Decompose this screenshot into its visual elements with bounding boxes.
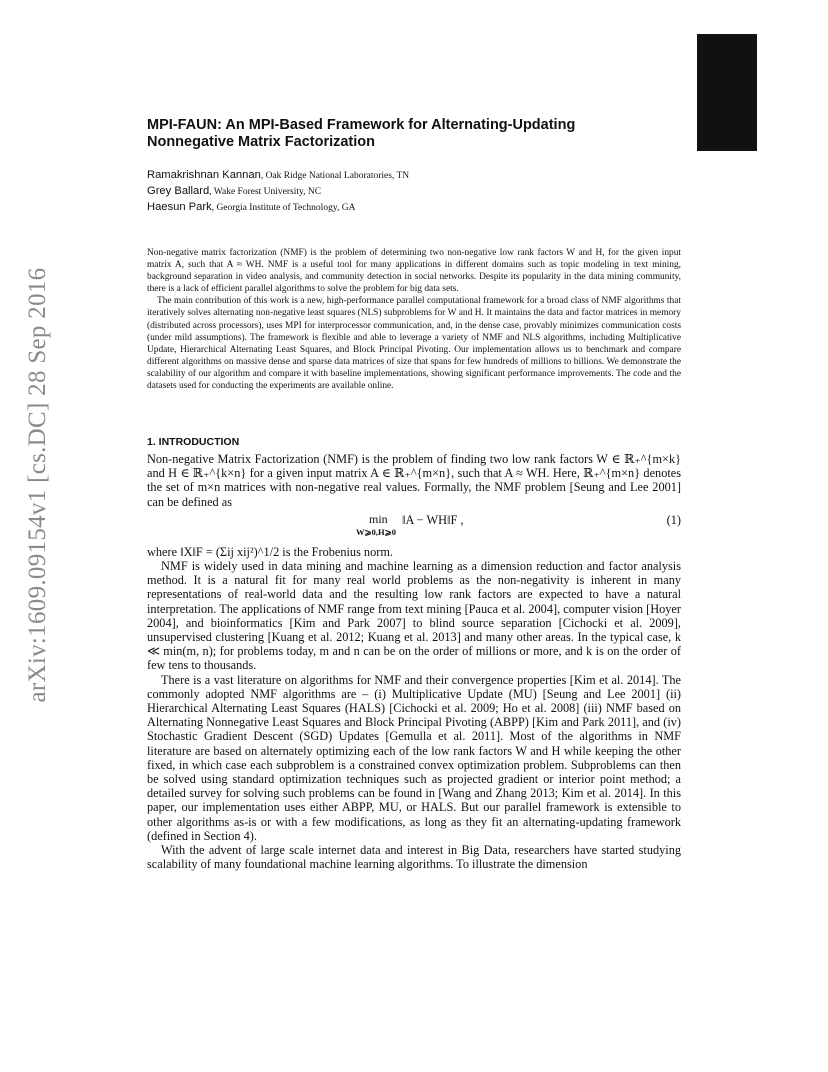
- author-2: [147, 184, 687, 200]
- author-3: [147, 200, 687, 216]
- author-affiliation: , Oak Ridge National Laboratories, TN: [260, 171, 410, 181]
- abstract-paragraph-1: Non-negative matrix factorization (NMF) is the problem of determining two non-negative low rank factors W and H, for the given input matrix A, such that A ≈ WH. NMF is a useful tool for many applications in different domains such as topic modeling in text mining, background separation in video analysis, and community detection in social networks. Despite its popularity in the data mining community, there is a lack of efficient parallel algorithms to solve the problem for big data sets.: [147, 248, 681, 295]
- author-list: [147, 168, 687, 216]
- abstract: [147, 247, 681, 392]
- section-heading: 1. INTRODUCTION: [147, 436, 240, 448]
- paper-title: [147, 117, 687, 151]
- title-line-1: MPI-FAUN: An MPI-Based Framework for Alternating-Updating: [147, 117, 576, 133]
- intro-paragraph-2: NMF is widely used in data mining and machine learning as a dimension reduction and factor analysis method. It is a natural fit for many real world problems as the non-negativity is inherent in many representations of real-world data and the resulting low rank factors are expected to have a natural interpretation. The applications of NMF range from text mining [Pauca et al. 2004], computer vision [Hoyer 2004], and bioinformatics [Kim and Park 2007] to blind source separation [Cichocki et al. 2009], unsupervised clustering [Kuang et al. 2012; Kuang et al. 2013] and many other areas. In the typical case, k ≪ min(m, n); for problems today, m and n can be on the order of millions or more, and k is on the order of few tens to thousands.: [147, 559, 681, 673]
- arxiv-stamp: arXiv:1609.09154v1 [cs.DC] 28 Sep 2016: [24, 267, 51, 703]
- author-name: Ramakrishnan Kannan: [147, 169, 261, 181]
- equation-subscript: W⩾0,H⩾0: [356, 526, 396, 537]
- intro-paragraph-1: Non-negative Matrix Factorization (NMF) is the problem of finding two low rank factors W ∈ ℝ₊^{m×k} and H ∈ ℝ₊^{k×n} for a given input matrix A ∈ ℝ₊^{m×n}, such that A ≈ WH. Here, ℝ₊^{m×n} denotes the set of m×n matrices with non-negative real values. Formally, the NMF problem [Seung and Lee 2001] can be defined as: [147, 452, 681, 509]
- author-name: Haesun Park: [147, 201, 212, 213]
- intro-paragraph-4: With the advent of large scale internet data and interest in Big Data, researchers have started studying scalability of many foundational machine learning algorithms. To illustrate the dimension: [147, 843, 681, 872]
- title-line-2: Nonnegative Matrix Factorization: [147, 134, 376, 150]
- after-equation-text: where ‖X‖F = (Σij xij²)^1/2 is the Frobenius norm.: [147, 544, 393, 559]
- author-affiliation: , Wake Forest University, NC: [209, 187, 322, 197]
- equation-1: [147, 509, 681, 545]
- intro-paragraph-3: There is a vast literature on algorithms for NMF and their convergence properties [Kim et al. 2014]. The commonly adopted NMF algorithms are – (i) Multiplicative Update (MU) [Seung and Lee 2001] (ii) Hierarchical Alternating Least Squares (HALS) [Cichocki et al. 2009; Ho et al. 2008] (iii) NMF based on Alternating Nonnegative Least Squares and Block Principal Pivoting (ABPP) [Kim and Park 2011], and (iv) Stochastic Gradient Descent (SGD) Updates [Gemulla et al. 2011]. Most of the algorithms in NMF literature are based on alternately optimizing each of the low rank factors W and H while keeping the other fixed, in which case each subproblem is a constrained convex optimization problem. Subproblems can then be solved using standard optimization techniques such as projected gradient or interior point method; a detailed survey for solving such problems can be found in [Wang and Zhang 2013; Kim et al. 2014]. In this paper, our implementation uses either ABPP, MU, or HALS. But our parallel framework is extensible to other algorithms as-is or with a few modifications, as long as they fit an alternating-updating framework (defined in Section 4).: [147, 672, 681, 843]
- introduction-body: [147, 452, 681, 871]
- author-affiliation: , Georgia Institute of Technology, GA: [211, 203, 356, 213]
- equation-min: min: [369, 511, 388, 526]
- page-corner-block: [697, 34, 757, 151]
- equation-body: ‖A − WH‖F ,: [402, 512, 464, 527]
- author-1: [147, 168, 687, 184]
- equation-number: (1): [666, 512, 681, 527]
- abstract-paragraph-2: The main contribution of this work is a new, high-performance parallel computational framework for a broad class of NMF algorithms that iteratively solves alternating non-negative least squares (NLS) subproblems for W and H. It maintains the data and factor matrices in memory (distributed across processors), uses MPI for interprocessor communication, and, in the dense case, provably minimizes communication costs (under mild assumptions). The framework is flexible and able to leverage a variety of NMF and NLS algorithms, including Multiplicative Update, Hierarchical Alternating Least Squares, and Block Principal Pivoting. Our implementation allows us to benchmark and compare different algorithms on massive dense and sparse data matrices of size that spans for few hundreds of millions to billions. We demonstrate the scalability of our algorithm and compare it with baseline implementations, showing significant performance improvements. The code and the datasets used for conducting the experiments are available online.: [147, 296, 681, 392]
- author-name: Grey Ballard: [147, 185, 210, 197]
- arxiv-sidebar: [14, 267, 62, 703]
